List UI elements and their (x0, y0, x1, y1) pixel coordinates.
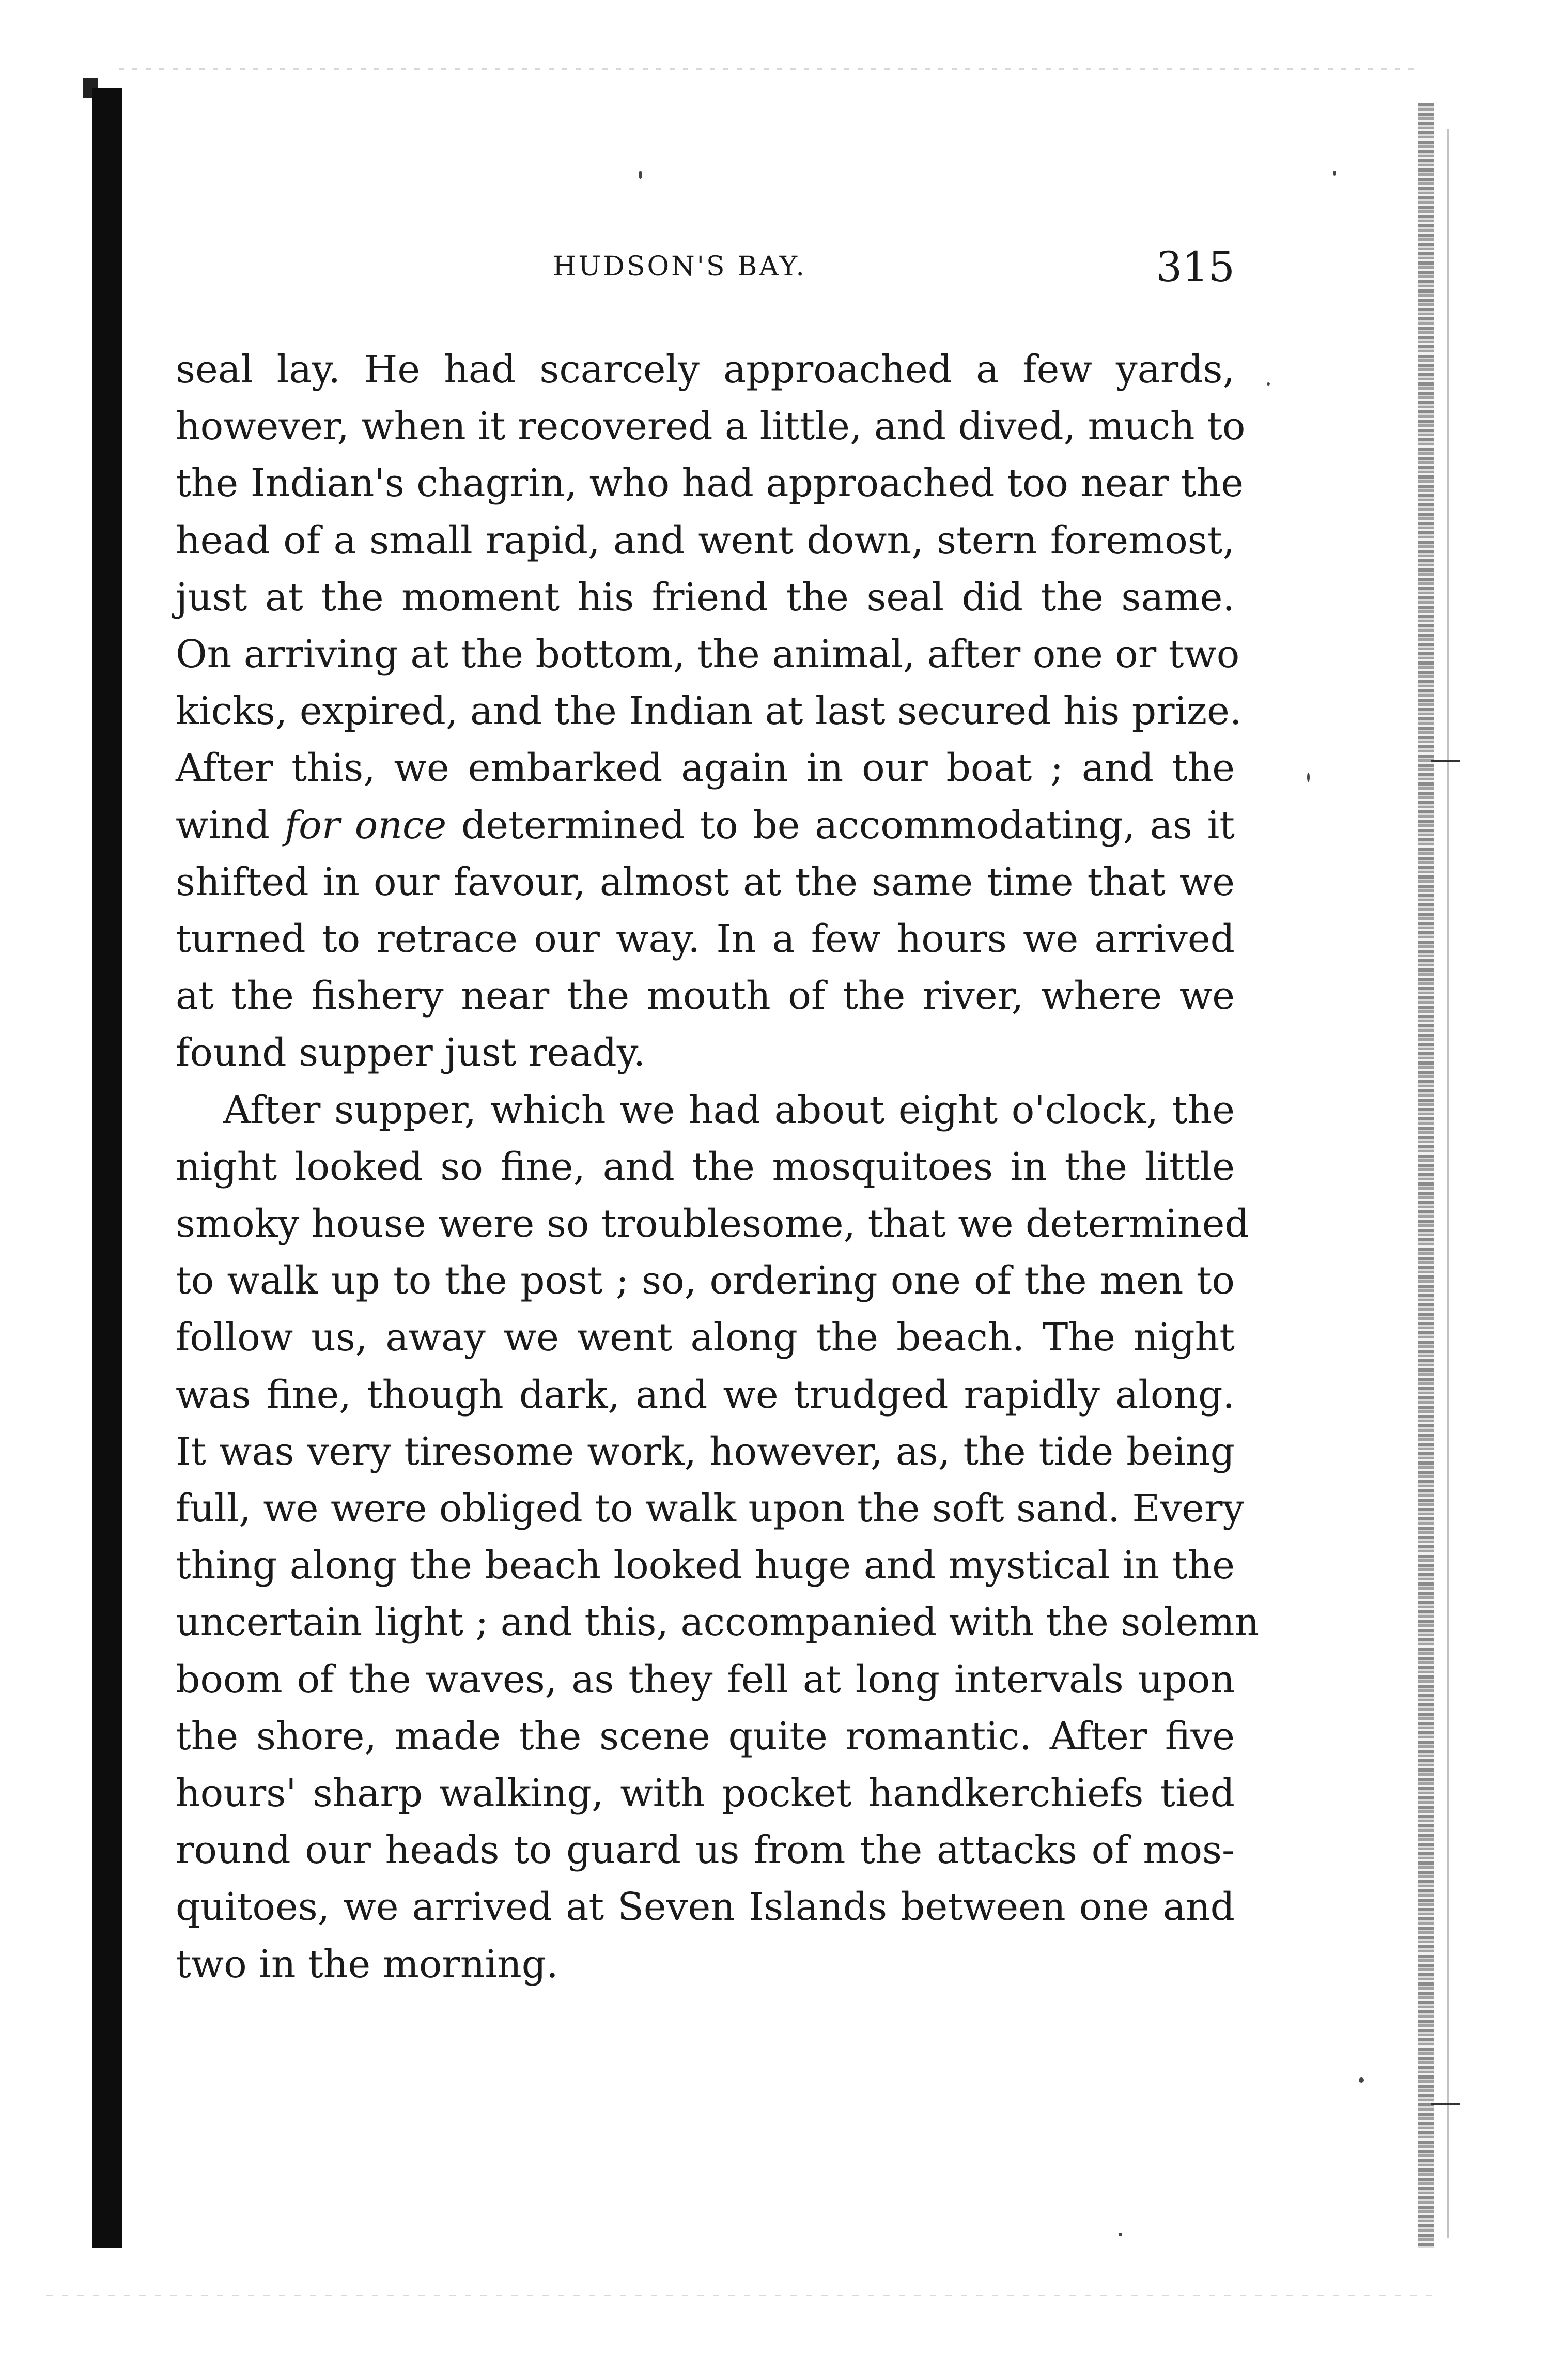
text-line: just at the moment his friend the seal did the same. (176, 575, 1235, 620)
text-line: quitoes, we arrived at Seven Islands between one and (176, 1885, 1235, 1930)
text-line: night looked so fine, and the mosquitoes in the little (176, 1144, 1235, 1189)
page-edge-tick (1431, 760, 1460, 762)
text-line: was fine, though dark, and we trudged rapidly along. (176, 1372, 1235, 1417)
text-line: two in the morning. (176, 1942, 558, 1987)
text-line: After supper, which we had about eight o'clock, the (223, 1087, 1235, 1132)
text-line: to walk up to the post ; so, ordering one of the men to (176, 1258, 1235, 1303)
text-line: uncertain light ; and this, accompanied with the solemn (176, 1600, 1260, 1645)
scan-speck (1119, 2233, 1122, 2236)
text-line: the shore, made the scene quite romantic. After five (176, 1714, 1235, 1759)
text-line: follow us, away we went along the beach. The night (176, 1315, 1235, 1360)
text-line: round our heads to guard us from the attacks of mos- (176, 1828, 1235, 1873)
binding-shadow (92, 88, 122, 2248)
text-line: seal lay. He had scarcely approached a few yards, (176, 347, 1235, 392)
adjacent-page-edge (1418, 103, 1434, 2248)
top-edge-shadow (119, 68, 1421, 70)
scan-speck (639, 171, 642, 179)
text-line: boom of the waves, as they fell at long intervals upon (176, 1657, 1235, 1702)
text-line: wind for once determined to be accommodating, as it (176, 803, 1235, 848)
text-line: the Indian's chagrin, who had approached too near the (176, 461, 1244, 506)
text-line: full, we were obliged to walk upon the soft sand. Every (176, 1486, 1245, 1531)
scan-speck (1267, 382, 1270, 386)
running-title: HUDSON'S BAY. (553, 251, 806, 282)
paragraph (176, 1082, 1260, 1993)
text-line: hours' sharp walking, with pocket handkerchiefs tied (176, 1771, 1235, 1816)
text-line: After this, we embarked again in our boat ; and the (176, 746, 1235, 791)
paragraph (176, 341, 1246, 1082)
text-line: turned to retrace our way. In a few hours we arrived (176, 917, 1235, 962)
scan-speck (1333, 171, 1336, 176)
text-line: kicks, expired, and the Indian at last secured his prize. (176, 689, 1242, 734)
text-line: however, when it recovered a little, and dived, much to (176, 404, 1246, 449)
text-line: shifted in our favour, almost at the same time that we (176, 859, 1235, 904)
body-text (176, 341, 1260, 1993)
text-line: thing along the beach looked huge and mystical in the (176, 1543, 1235, 1588)
text-line: It was very tiresome work, however, as, the tide being (176, 1429, 1235, 1474)
text-line: On arriving at the bottom, the animal, after one or two (176, 632, 1240, 677)
text-line: at the fishery near the mouth of the river, where we (176, 974, 1235, 1019)
page-header (176, 243, 1235, 300)
bottom-edge-shadow (46, 2295, 1441, 2296)
text-line: found supper just ready. (176, 1030, 646, 1075)
scan-speck (1307, 773, 1310, 782)
adjacent-page-edge-line (1447, 129, 1449, 2238)
text-line: head of a small rapid, and went down, stern foremost, (176, 518, 1235, 563)
page-number: 315 (1156, 243, 1235, 291)
page-edge-tick (1431, 2103, 1460, 2105)
text-line: smoky house were so troublesome, that we determined (176, 1202, 1249, 1246)
scan-speck (1359, 2077, 1364, 2083)
